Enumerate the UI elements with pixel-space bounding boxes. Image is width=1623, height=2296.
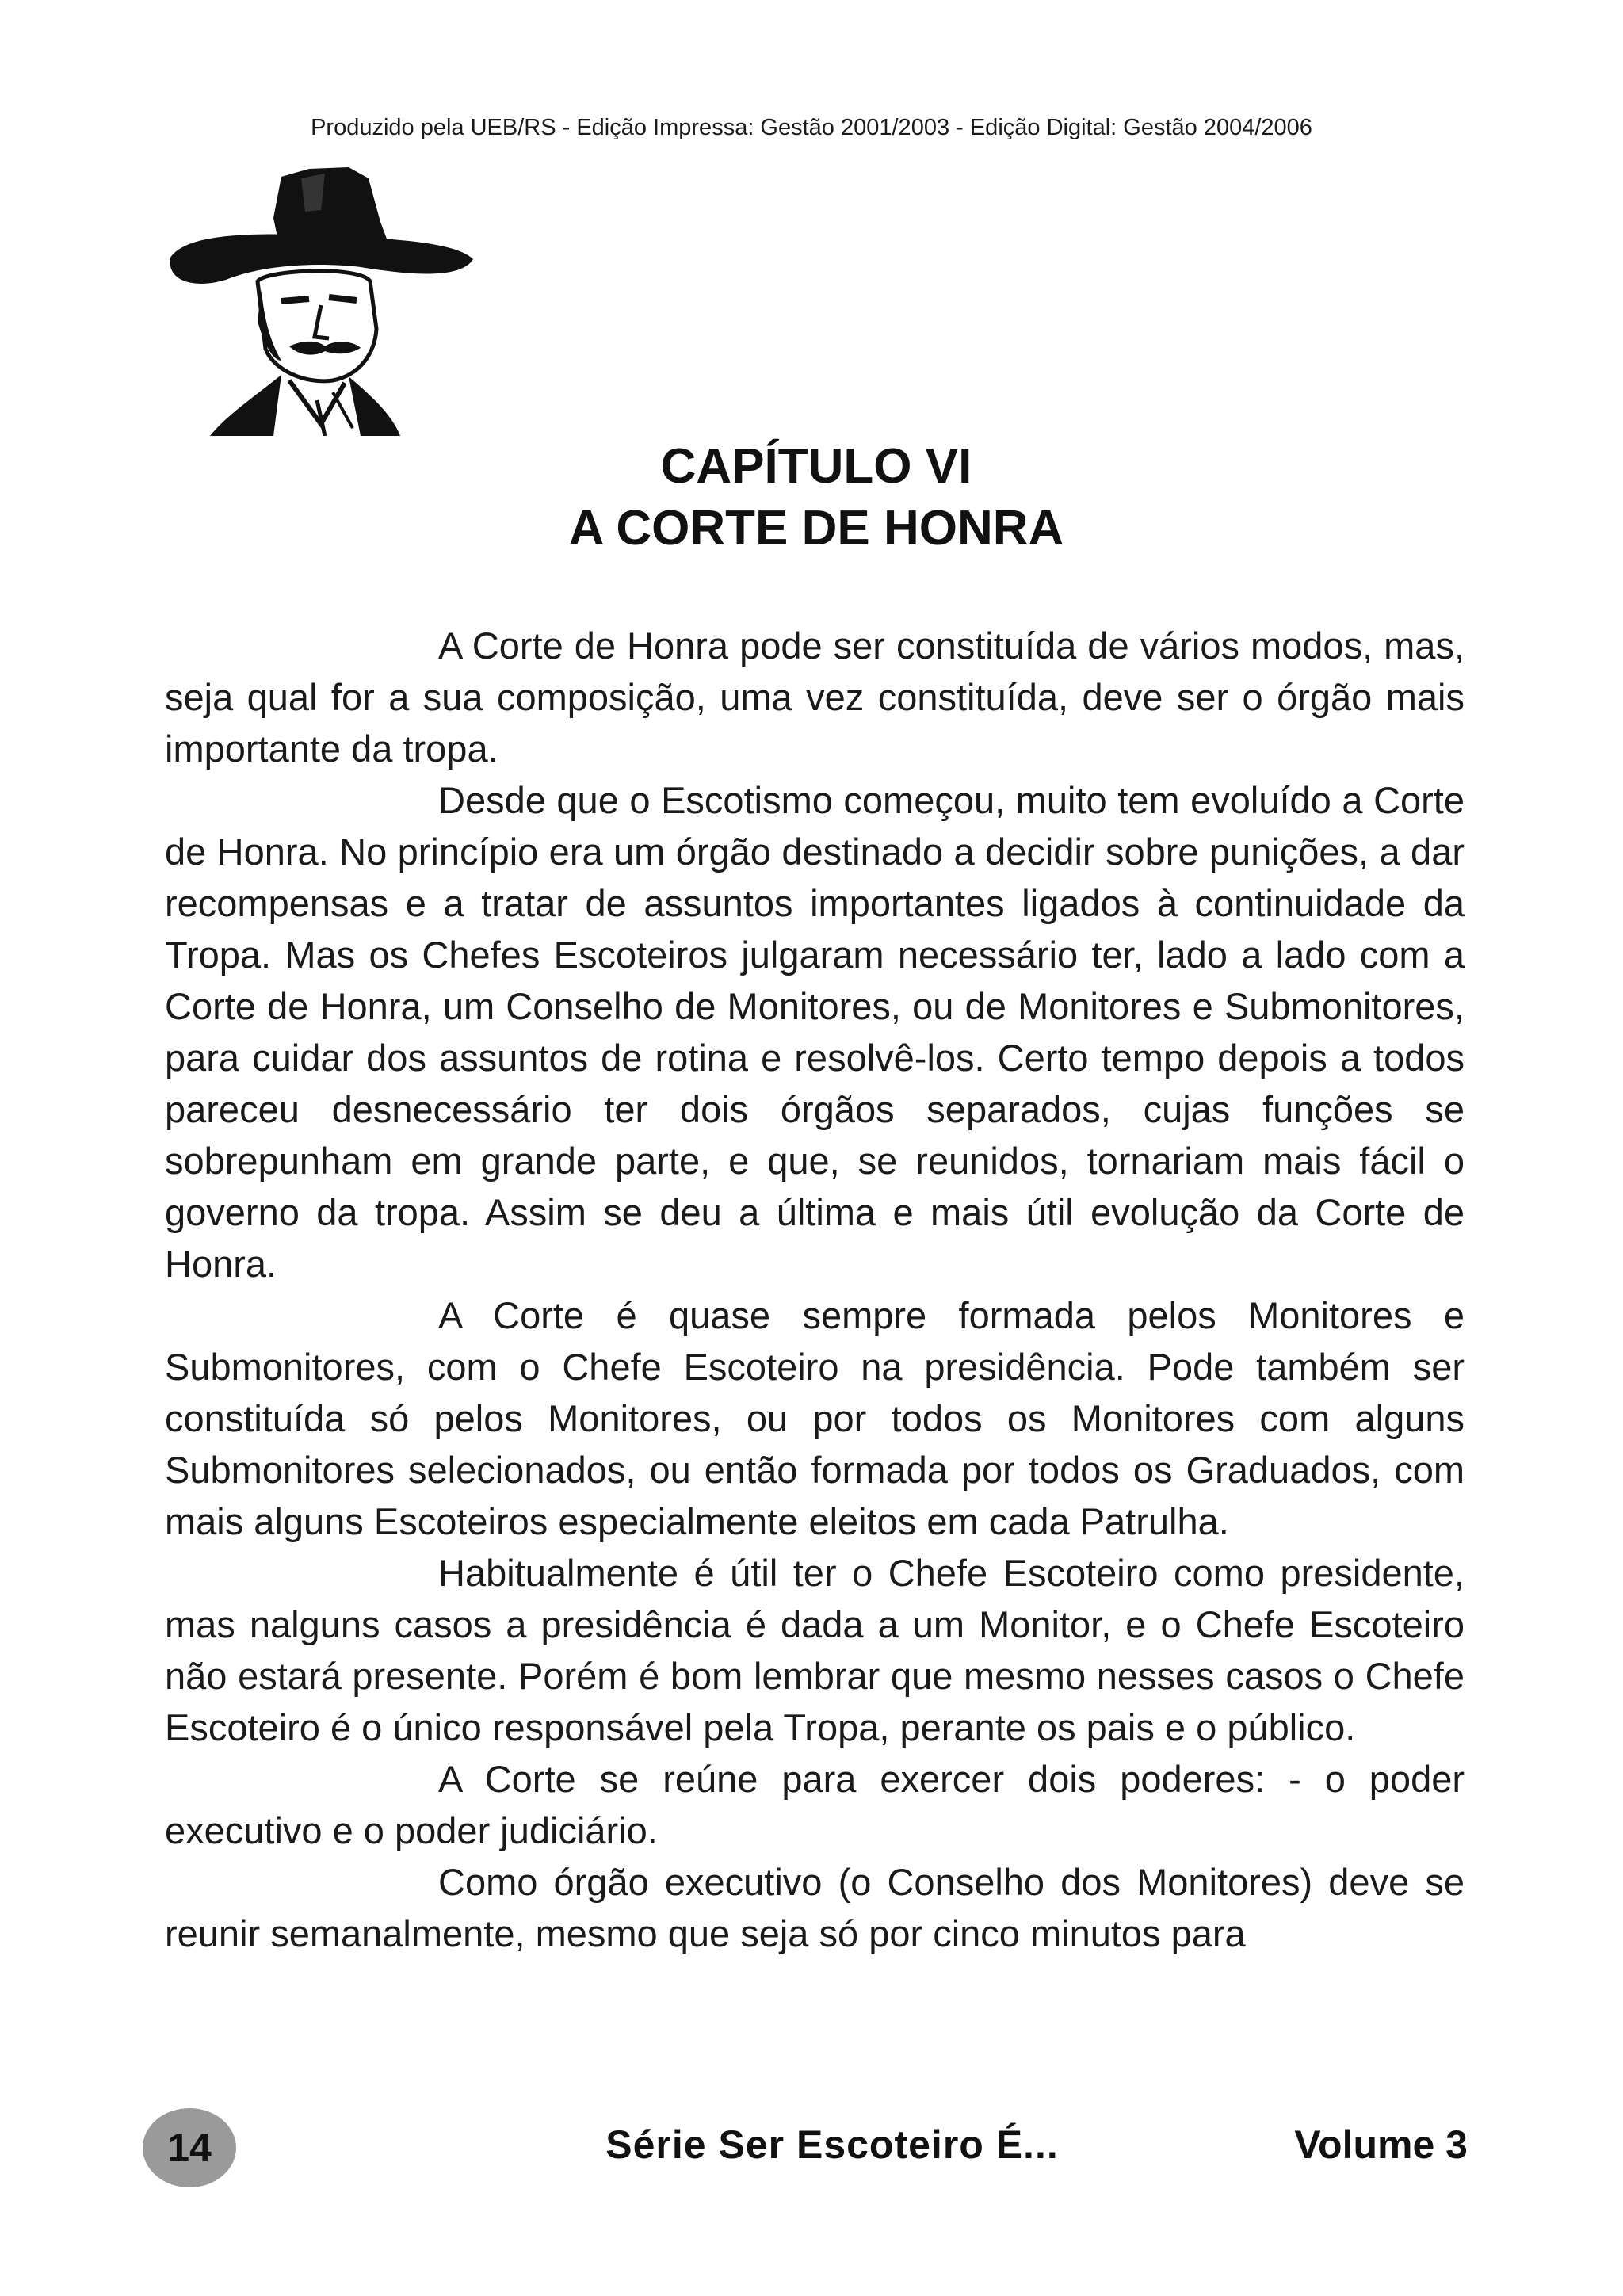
paragraph: A Corte se reúne para exercer dois poderes: - o poder executivo e o poder judiciário.: [165, 1758, 1465, 1851]
paragraph: A Corte é quase sempre formada pelos Monitores e Submonitores, com o Chefe Escoteiro na presidência. Pode também ser constituída só pelos Monitores, ou por todos os Monitores com alguns Submonitores selecionados, ou então formada por todos os Graduados, com mais alguns Escoteiros especialmente eleitos em cada Patrulha.: [165, 1294, 1465, 1542]
paragraph: Desde que o Escotismo começou, muito tem evoluído a Corte de Honra. No princípio era um órgão destinado a decidir sobre punições, a dar recompensas e a tratar de assuntos importantes ligados à continuidade da Tropa. Mas os Chefes Escoteiros julgaram necessário ter, lado a lado com a Corte de Honra, um Conselho de Monitores, ou de Monitores e Submonitores, para cuidar dos assuntos de rotina e resolvê-los. Certo tempo depois a todos pareceu desnecessário ter dois órgãos separados, cujas funções se sobrepunham em grande parte, e que, se reunidos, tornariam mais fácil o governo da tropa. Assim se deu a última e mais útil evolução da Corte de Honra.: [165, 779, 1465, 1285]
chapter-heading: [491, 436, 1141, 560]
series-title: Série Ser Escoteiro É...: [605, 2122, 1059, 2167]
paragraph: A Corte de Honra pode ser constituída de vários modos, mas, seja qual for a sua composição, uma vez constituída, deve ser o órgão mais importante da tropa.: [165, 625, 1465, 770]
paragraph: Como órgão executivo (o Conselho dos Monitores) deve se reunir semanalmente, mesmo que seja só por cinco minutos para: [165, 1861, 1465, 1954]
page-number-badge: [143, 2108, 236, 2187]
paragraph: Habitualmente é útil ter o Chefe Escoteiro como presidente, mas nalguns casos a presidência é dada a um Monitor, e o Chefe Escoteiro não estará presente. Porém é bom lembrar que mesmo nesses casos o Chefe Escoteiro é o único responsável pela Tropa, perante os pais e o público.: [165, 1552, 1465, 1748]
chapter-title: A CORTE DE HONRA: [568, 501, 1064, 556]
chapter-number: CAPÍTULO VI: [660, 439, 972, 494]
running-header: Produzido pela UEB/RS - Edição Impressa: Gestão 2001/2003 - Edição Digital: Gestão 2004/2006: [311, 115, 1312, 140]
body-text: [165, 620, 1465, 1959]
page-number: 14: [167, 2126, 212, 2170]
volume-label: Volume 3: [1294, 2122, 1468, 2167]
page-footer: [0, 2104, 1623, 2199]
scout-founder-portrait-icon: [162, 162, 479, 436]
